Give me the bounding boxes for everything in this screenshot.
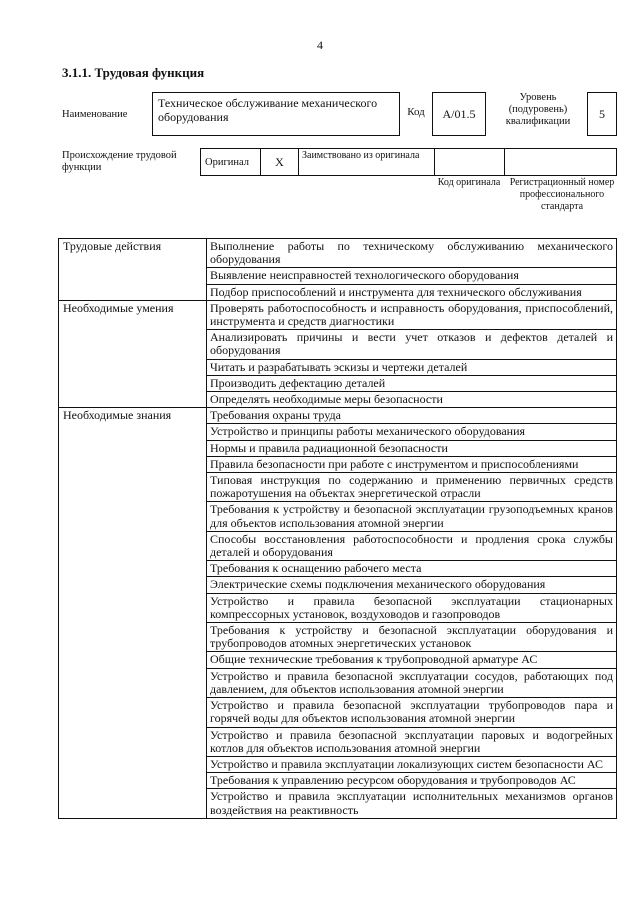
list-item: Требования к оснащению рабочего места: [207, 561, 617, 577]
list-item: Нормы и правила радиационной безопасности: [207, 440, 617, 456]
section-category: Необходимые знания: [59, 408, 207, 818]
level-label: Уровень (подуровень) квалификации: [505, 92, 571, 127]
list-item: Определять необходимые меры безопасности: [207, 392, 617, 408]
labor-function-table: [58, 238, 617, 819]
list-item: Подбор приспособлений и инструмента для технического обслуживания: [207, 284, 617, 300]
list-item: Способы восстановления работоспособности и продления срока службы деталей и оборудования: [207, 531, 617, 560]
list-item: Требования к устройству и безопасной эксплуатации оборудования и трубопроводов атомных энергетических установок: [207, 623, 617, 652]
section-category: Трудовые действия: [59, 239, 207, 301]
borrowed-label: Заимствовано из оригинала: [299, 149, 435, 175]
table-row: [59, 300, 617, 329]
list-item: Проверять работоспособность и исправность оборудования, приспособлений, инструмента и средств диагностики: [207, 300, 617, 329]
name-label: Наименование: [62, 109, 128, 120]
list-item: Типовая инструкция по содержанию и применению первичных средств пожаротушения на объектах энергетической отрасли: [207, 473, 617, 502]
list-item: Устройство и правила эксплуатации исполнительных механизмов органов воздействия на реактивность: [207, 789, 617, 818]
list-item: Производить дефектацию деталей: [207, 375, 617, 391]
list-item: Устройство и правила безопасной эксплуатации трубопроводов пара и горячей воды для объектов использования атомной энергии: [207, 698, 617, 727]
list-item: Устройство и принципы работы механического оборудования: [207, 424, 617, 440]
list-item: Устройство и правила безопасной эксплуатации сосудов, работающих под давлением, для объектов использования атомной энергии: [207, 668, 617, 697]
code-original-cell: [435, 149, 505, 175]
list-item: Требования к устройству и безопасной эксплуатации грузоподъемных кранов для объектов использования атомной энергии: [207, 502, 617, 531]
function-name-box: Техническое обслуживание механического оборудования: [152, 92, 400, 136]
level-value-box: 5: [587, 92, 617, 136]
table-row: [59, 408, 617, 424]
list-item: Анализировать причины и вести учет отказов и дефектов деталей и оборудования: [207, 330, 617, 359]
list-item: Устройство и правила эксплуатации локализующих систем безопасности АС: [207, 756, 617, 772]
list-item: Читать и разрабатывать эскизы и чертежи деталей: [207, 359, 617, 375]
list-item: Выявление неисправностей технологического оборудования: [207, 268, 617, 284]
section-title: 3.1.1. Трудовая функция: [62, 65, 205, 80]
function-code-box: A/01.5: [432, 92, 486, 136]
code-label: Код: [407, 106, 425, 118]
list-item: Устройство и правила безопасной эксплуатации стационарных компрессорных установок, воздуховодов и газопроводов: [207, 593, 617, 622]
original-label: Оригинал: [201, 149, 261, 175]
reg-number-label: Регистрационный номер профессионального стандарта: [509, 177, 615, 212]
list-item: Требования к управлению ресурсом оборудования и трубопроводов АС: [207, 773, 617, 789]
list-item: Правила безопасности при работе с инструментом и приспособлениями: [207, 456, 617, 472]
origin-table: [200, 148, 617, 176]
list-item: Электрические схемы подключения механического оборудования: [207, 577, 617, 593]
page-number: 4: [317, 38, 323, 52]
list-item: Общие технические требования к трубопроводной арматуре АС: [207, 652, 617, 668]
section-category: Необходимые умения: [59, 300, 207, 407]
table-row: [59, 239, 617, 268]
list-item: Выполнение работы по техническому обслуживанию механического оборудования: [207, 239, 617, 268]
original-mark: X: [261, 149, 299, 175]
code-original-label: Код оригинала: [437, 177, 501, 188]
list-item: Устройство и правила безопасной эксплуатации паровых и водогрейных котлов для объектов использования атомной энергии: [207, 727, 617, 756]
reg-number-cell: [505, 149, 616, 175]
list-item: Требования охраны труда: [207, 408, 617, 424]
origin-label: Происхождение трудовой функции: [62, 150, 177, 173]
